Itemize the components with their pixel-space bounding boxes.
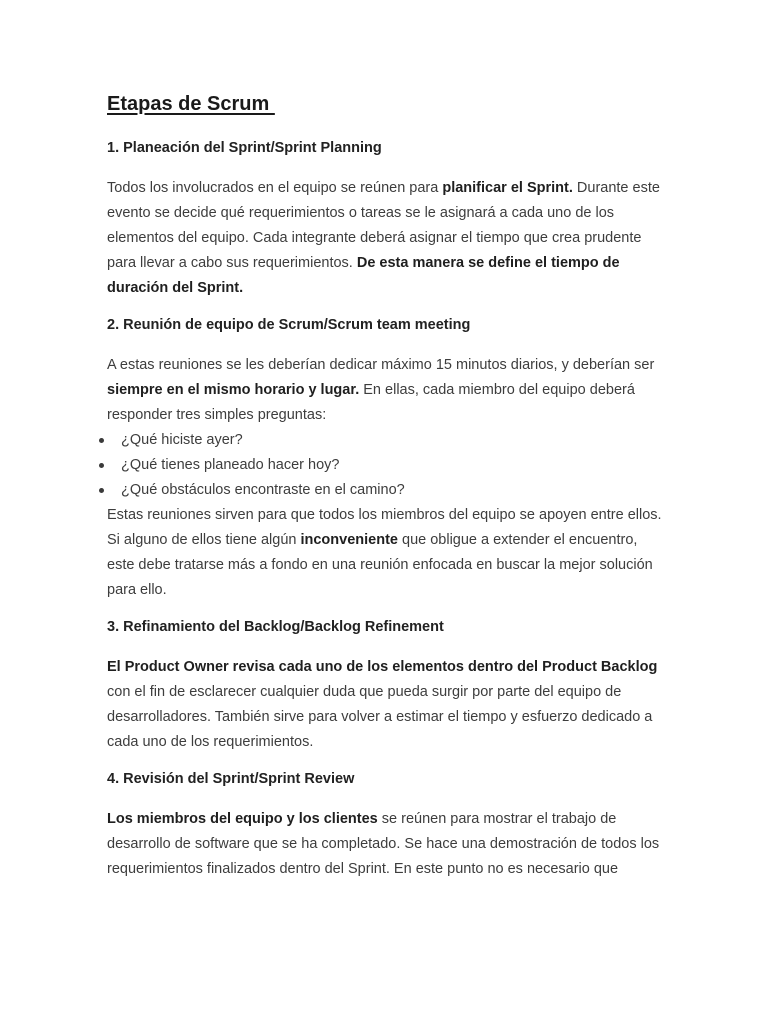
section-heading: 1. Planeación del Sprint/Sprint Planning bbox=[107, 140, 382, 156]
section-paragraph bbox=[107, 655, 667, 755]
document-title: Etapas de Scrum bbox=[107, 93, 275, 115]
text-run: que obligue a extender el encuentro, este debe tratarse más a fondo en una reunión enfocada en buscar la mejor solución para ello. bbox=[107, 532, 653, 598]
section-heading: 2. Reunión de equipo de Scrum/Scrum team meeting bbox=[107, 317, 471, 333]
document-page bbox=[107, 90, 667, 896]
list-item: ¿Qué tienes planeado hacer hoy? bbox=[107, 453, 667, 478]
section-scrum-team-meeting bbox=[107, 315, 667, 603]
section-heading: 4. Revisión del Sprint/Sprint Review bbox=[107, 771, 355, 787]
questions-list bbox=[107, 428, 667, 503]
bold-run: De esta manera se define el tiempo de duración del Sprint. bbox=[107, 255, 620, 296]
section-paragraph bbox=[107, 807, 667, 882]
text-run: Todos los involucrados en el equipo se reúnen para bbox=[107, 180, 443, 196]
text-run: En ellas, cada miembro del equipo deberá responder tres simples preguntas: bbox=[107, 382, 635, 423]
section-backlog-refinement bbox=[107, 617, 667, 755]
bold-run: planificar el Sprint. bbox=[442, 180, 573, 196]
section-paragraph bbox=[107, 503, 667, 603]
bold-run: inconveniente bbox=[300, 532, 398, 548]
text-run: con el fin de esclarecer cualquier duda que pueda surgir por parte del equipo de desarrolladores. También sirve para volver a estimar el tiempo y esfuerzo dedicado a cada uno de los requerimientos. bbox=[107, 684, 653, 750]
bold-run: El Product Owner revisa cada uno de los elementos dentro del Product Backlog bbox=[107, 659, 658, 675]
text-run: se reúnen para mostrar el trabajo de desarrollo de software que se ha completado. Se hace una demostración de todos los requerimientos finalizados dentro del Sprint. En este punto no es necesario que bbox=[107, 811, 660, 877]
text-run: Durante este evento se decide qué requerimientos o tareas se le asignará a cada uno de los elementos del equipo. Cada integrante deberá asignar el tiempo que crea prudente para llevar a cabo sus requerimientos. bbox=[107, 180, 660, 271]
section-paragraph bbox=[107, 353, 667, 428]
section-heading: 3. Refinamiento del Backlog/Backlog Refinement bbox=[107, 619, 444, 635]
text-run: A estas reuniones se les deberían dedicar máximo 15 minutos diarios, y deberían ser bbox=[107, 357, 655, 373]
section-sprint-planning bbox=[107, 138, 667, 301]
list-item: ¿Qué hiciste ayer? bbox=[107, 428, 667, 453]
bold-run: Los miembros del equipo y los clientes bbox=[107, 811, 378, 827]
bold-run: siempre en el mismo horario y lugar. bbox=[107, 382, 360, 398]
section-sprint-review bbox=[107, 769, 667, 882]
text-run: Estas reuniones sirven para que todos los miembros del equipo se apoyen entre ellos. Si alguno de ellos tiene algún bbox=[107, 507, 662, 548]
section-paragraph bbox=[107, 176, 667, 301]
list-item: ¿Qué obstáculos encontraste en el camino? bbox=[107, 478, 667, 503]
